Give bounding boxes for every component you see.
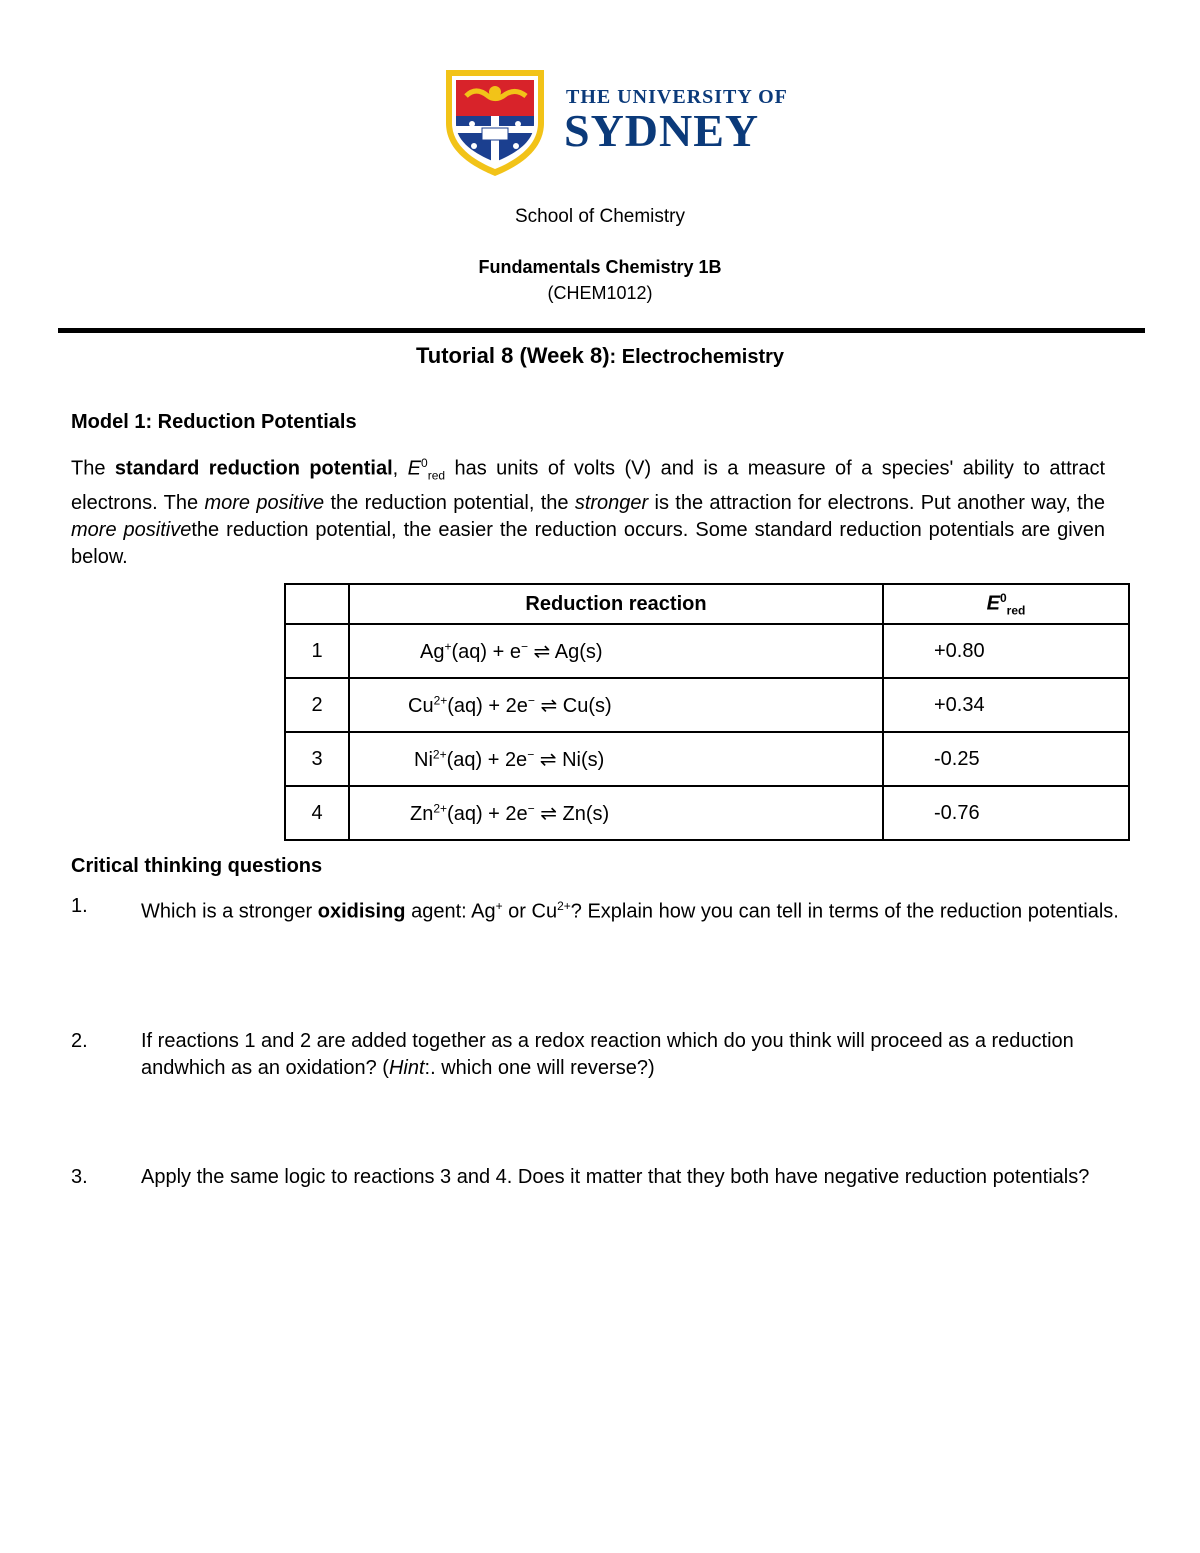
table-header-row [285,584,1129,624]
reactant: Zn [410,802,434,825]
row-reaction [349,624,883,678]
para-italic: stronger [574,491,649,514]
row-value: -0.76 [883,786,1129,840]
electron-charge: − [527,800,535,815]
table-row [285,678,1129,732]
electron-charge: − [527,746,535,761]
q1-sup: 2+ [557,899,571,913]
q1-bold: oxidising [317,900,406,923]
row-number: 4 [285,786,349,840]
question-3-number: 3. [71,1166,88,1188]
questions-heading: Critical thinking questions [71,855,323,877]
para-text: the reduction potential, the easier the reduction occurs. Some standard reduction potentials are given below. [71,518,1105,568]
reactant: Ag [420,640,445,663]
para-sub: red [427,468,446,483]
header-cell-number [285,584,349,624]
header-E-sup: 0 [999,590,1007,605]
q1-text: agent: Ag [405,900,496,923]
para-text: has units of volts (V) and is a measure of a species' ability to attract electrons. The [71,457,1105,514]
q2-text: If reactions 1 and 2 are added together as a redox reaction which do you think will proceed as a reduction andwhich as an oxidation? ( [141,1030,1074,1079]
question-2-number: 2. [71,1030,88,1052]
q1-text: ? Explain how you can tell in terms of the reduction potentials. [570,900,1119,923]
product: Ag(s) [554,640,603,663]
university-name-line1: THE UNIVERSITY OF [566,86,788,108]
tutorial-title-topic: : Electrochemistry [609,346,785,368]
question-3-text: Apply the same logic to reactions 3 and 4. Does it matter that they both have negative reduction potentials? [141,1166,1090,1188]
para-term: standard reduction potential [114,457,393,480]
equilibrium-arrow: ⇌ [534,802,563,825]
reactant-charge: + [444,638,452,653]
reaction-left: (aq) + 2e [447,694,528,717]
reactant: Cu [408,694,434,717]
para-text: The [71,457,115,480]
university-crest-logo [444,68,546,178]
electron-charge: − [527,692,535,707]
q1-text: or Cu [502,900,558,923]
header-divider [58,328,1145,333]
para-italic: more positive [71,518,192,541]
course-code: (CHEM1012) [547,283,653,303]
reactant-charge: 2+ [433,800,448,815]
model-paragraph [71,450,1105,571]
row-number: 1 [285,624,349,678]
product: Zn(s) [562,802,610,825]
row-number: 2 [285,678,349,732]
question-1-text [141,893,1141,926]
row-reaction [349,786,883,840]
question-1-number: 1. [71,895,88,917]
header-cell-potential [883,584,1129,624]
row-value: +0.80 [883,624,1129,678]
row-value: +0.34 [883,678,1129,732]
row-reaction [349,678,883,732]
table-row [285,786,1129,840]
para-symbol: E [407,457,422,480]
q1-text: Which is a stronger [141,900,318,923]
row-value: -0.25 [883,732,1129,786]
reaction-left: (aq) + 2e [447,802,528,825]
para-text: the reduction potential, the [324,491,575,514]
header-cell-reaction: Reduction reaction [349,584,883,624]
equilibrium-arrow: ⇌ [527,640,555,663]
question-2-text [141,1028,1101,1082]
equilibrium-arrow: ⇌ [534,694,563,717]
reactant: Ni [414,748,433,771]
reaction-left: (aq) + 2e [446,748,528,771]
row-number: 3 [285,732,349,786]
header-E-symbol: E [986,592,1000,615]
reaction-left: (aq) + e [451,640,521,663]
equilibrium-arrow: ⇌ [534,748,563,771]
header-E-sub: red [1006,603,1026,618]
school-name: School of Chemistry [514,206,685,227]
para-text: is the attraction for electrons. Put another way, the [648,491,1105,514]
reduction-potentials-table [284,583,1130,841]
model-heading: Model 1: Reduction Potentials [71,411,357,433]
q2-italic: Hint [388,1057,425,1079]
row-reaction [349,732,883,786]
product: Cu(s) [562,694,612,717]
q1-sup: + [495,899,503,913]
table-row [285,624,1129,678]
para-sup: 0 [421,456,428,470]
reactant-charge: 2+ [433,692,448,707]
tutorial-title-main: Tutorial 8 (Week 8) [415,343,610,368]
table-row [285,732,1129,786]
reactant-charge: 2+ [432,746,447,761]
para-italic: more positive [204,491,325,514]
electron-charge: − [520,638,528,653]
product: Ni(s) [562,748,605,771]
para-text: , [392,457,408,480]
university-name-line2: SYDNEY [564,105,760,156]
q2-text: :. which one will reverse?) [424,1057,655,1079]
tutorial-title [0,343,1200,369]
course-title: Fundamentals Chemistry 1B [478,257,722,277]
